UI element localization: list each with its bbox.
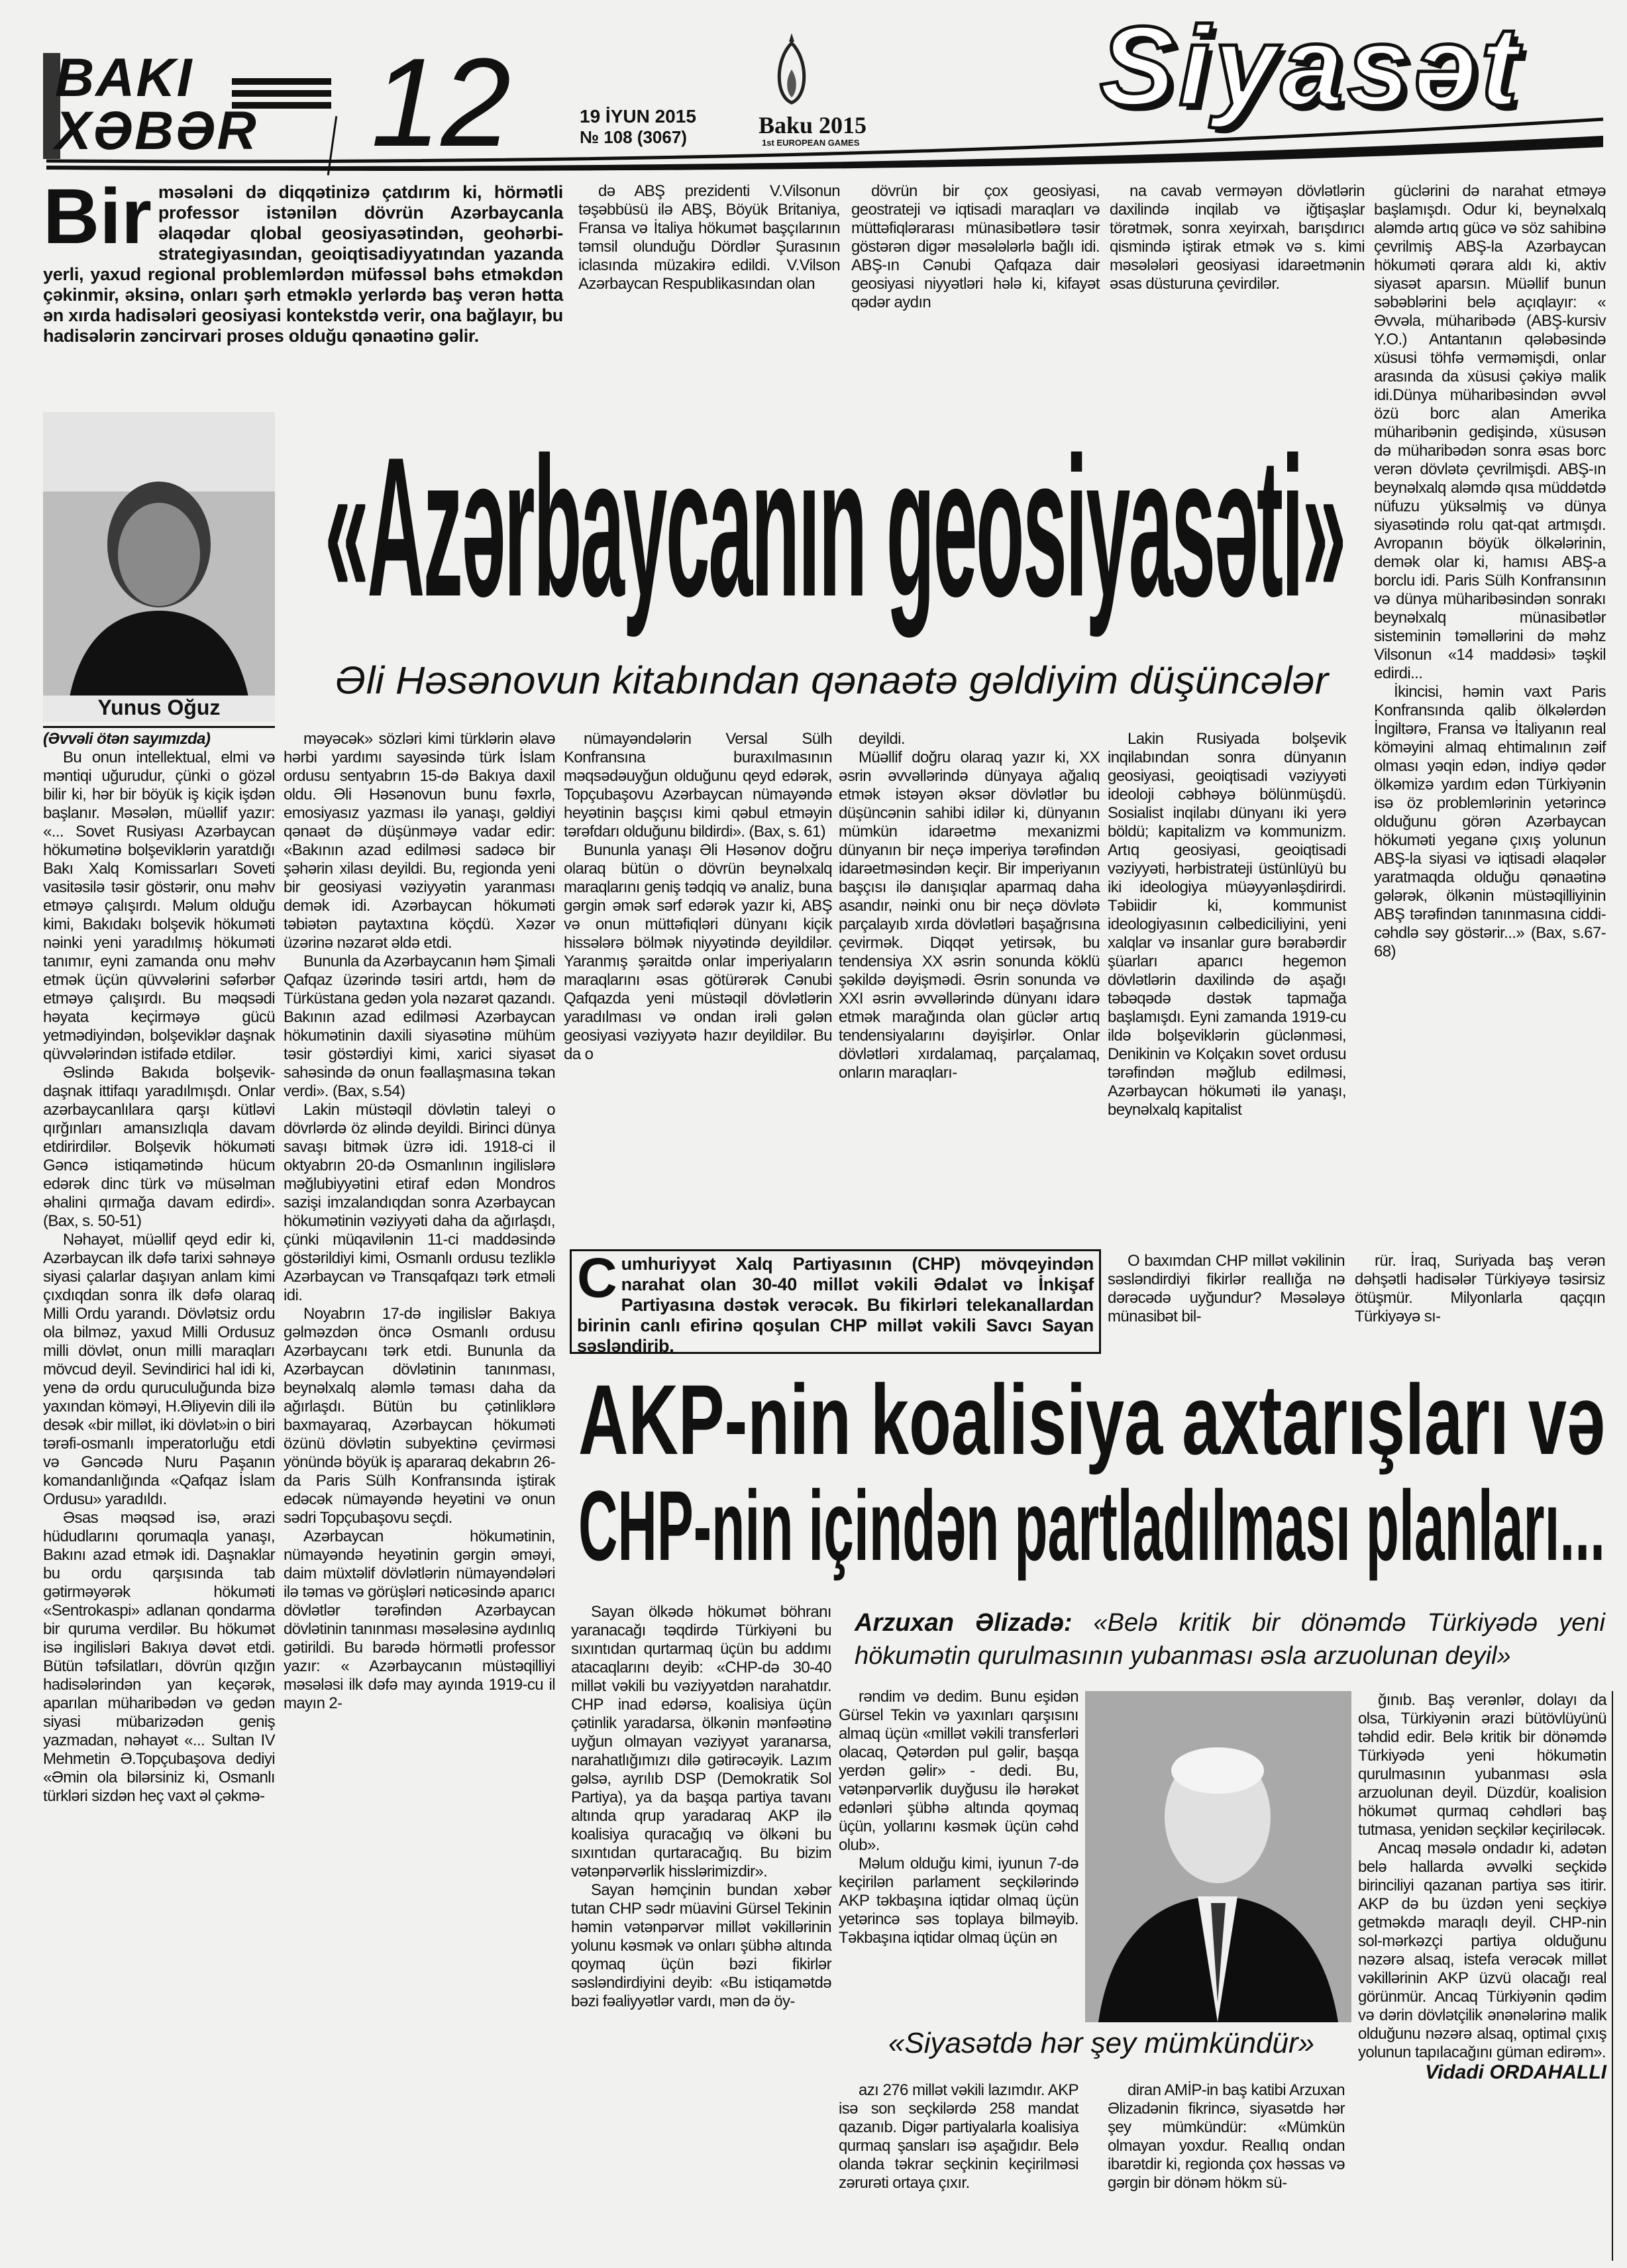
paragraph: Məlum olduğu kimi, iyunun 7-də keçirilən parlament seçkilərində AKP təkbaşına iqtidar olmaq üçün yetərincə səs toplaya bilməyib. Təkbaşına iqtidar olmaq üçün ən: [839, 1855, 1078, 1947]
paragraph: Azərbaycan hökumətinin, nümayəndə heyətinin gərgin əməyi, daim müxtəlif dövlətlərin nümayəndələri ilə təmas və görüşləri nəticəsində aparıcı dövlətlər tərəfindən Azərbaycan dövlətinin tanınması məsələsinə aydınlıq gətirildi. Bu barədə hörmətli professor yazır: « Azərbaycanın müstəqilliyi məsələsi ilk dəfə may ayında 1919-cu il mayın 2-: [284, 1527, 555, 1712]
paragraph: na cavab verməyən dövlətlərin daxilində inqilab və iğtişaşlar törətmək, sonra xeyirxah, barışdırıcı qismində iştirak etmək və s. kimi məsələləri geosiyasi idarəetmənin əsas düsturuna çevirdilər.: [1110, 182, 1365, 293]
paragraph: Ancaq məsələ ondadır ki, adətən belə hallarda əvvəlki seçkidə birinciliyi qazanan partiya səs itirir. AKP də bu üzdən yeni seçkiyə getməkdə maraqlı deyil. CHP-nin sol-mərkəzçi partiya olduğunu nəzərə alsaq, istefa verəcək millət vəkillərinin AKP üzvü olacağı real görünmür. Ancaq Türkiyənin qədim və dərin dövlətçilik ənənələrinə malik olduğunu nəzərə alsaq, optimal çıxış yolunun tapılacağını güman edirəm».: [1358, 1839, 1606, 2061]
top-column-2: [578, 182, 840, 293]
section-title: Siyasət: [1100, 3, 1522, 129]
page-number: 12: [371, 32, 511, 173]
paragraph: Əsas məqsəd isə, ərazi hüdudlarını qorumaqla yanaşı, Bakını azad etmək idi. Daşnaklar bu ordu qarşısında tab gətirməyərək hökuməti «Sentrokaspi» adlanan qondarma bir quruma verdilər. Bu hökumət isə ingilisləri Bakıya dəvət etdi. Bütün təfsilatları, dövrün qızğın hadisələrindən yan keçərək, aparılan müharibədən və gedən siyasi mübarizədən geniş yazmadan, nəhayət «... Sultan IV Mehmetin Ə.Topçubaşova dediyi «Əmin ola bilərsiniz ki, Osmanlı türkləri sizdən heç vaxt əl çəkmə-: [43, 1509, 275, 1805]
paragraph: Lakin müstəqil dövlətin taleyi o dövrlərdə öz əlində deyildi. Birinci dünya savaşı bitmək üzrə idi. 1918-ci il oktyabrın 20-də Osmanlının ingilislərə məğlubiyyətini etiraf edən Mondros sazişi imzalandıqdan sonra Azərbaycan hökumətinin vəziyyəti daha da ağırlaşdı, çünki müqavilənin 11-ci maddəsində göstərildiyi kimi, Osmanlı ordusu tezliklə Azərbaycan və Transqafqazı tərk etməli idi.: [284, 1101, 555, 1304]
paragraph: Bununla da Azərbaycanın həm Şimali Qafqaz üzərində təsiri artdı, həm də Türküstana gedən yola nəzarət qazandı. Bakının azad edilməsi Azərbaycan hökumətinin daxili siyasətinə mühüm təsir göstərdiyi kimi, xarici siyasət sahəsində də onun fəallaşmasına təkan verdi». (Bax, s.54): [284, 953, 555, 1100]
paragraph: Lakin Rusiyada bolşevik inqilabından sonra dünyanın geosiyasi, geoiqtisadi vəziyyəti ideoloji cəbhəyə bölünmüşdü. Sosialist inqilabı dünyanı iki yerə böldü; kapitalizm və kommunizm. Artıq geosiyasi, geoiqtisadi vəziyyəti, hərbistrateji üstünlüyü bu iki ideologiya müəyyənləşdirirdi. Təbiidir ki, kommunist ideologiyasının cəlbediciliyini, yeni xalqlar və insanlar gurə bərabərdir şüarları aparıcı hegemon dövlətlərin daxilində də aşağı təbəqədə dəstək tapmağa başlamışdı. Eyni zamanda 1919-cu ildə bolşeviklərin güclənməsi, Denikinin və Kolçakın sovet ordusu tərəfindən məğlub edilməsi, Azərbaycan hökuməti ilə yanaşı, beynəlxalq kapitalist: [1108, 730, 1346, 1119]
paragraph: Sayan həmçinin bundan xəbər tutan CHP sədr müavini Gürsel Tekinin həmin vətənpərvər millət vəkillərinin yolunu kəsmək və onları şübhə altında qoymaq üçün bəzi fikirlər səsləndirdiyini deyib: «Bu istiqamətdə bəzi fəaliyyətlər vardı, mən də öy-: [571, 1881, 831, 2010]
intro-paragraph: [43, 173, 563, 346]
continued-note: (Əvvəli ötən sayımızda): [43, 730, 211, 748]
paragraph: rəndim və dedim. Bunu eşidən Gürsel Tekin və yaxınları qarşısını almaq üçün «millət vəkili transferləri olacaq, Qətərdən pul gəlir, başqa yerdən gəlir» - dedi. Bu, vətənpərvərlik duyğusu ilə hərəkət edənləri şübhə altında qoymaq üçün, yollarını kəsmək üçün cəhd olub».: [839, 1688, 1078, 1854]
column-1-body: [43, 748, 275, 1806]
intro-drop-cap: Bir: [43, 173, 152, 260]
akp-column-e-body: [1358, 1691, 1606, 2062]
column-5: [1108, 730, 1346, 1119]
issue-date: 19 İYUN 2015: [580, 106, 696, 127]
paragraph: diran AMİP-in baş katibi Arzuxan Əlizadənin fikrincə, siyasətdə hər şey mümkündür: «Mümkün olmayan yoxdur. Reallıq ondan ibarətdir ki, regionda çox həssas və gərgin bir dönəm hökm sü-: [1108, 2081, 1345, 2192]
article-subtitle: Əli Həsənovun kitabından qənaətə gəldiyim düşüncələr: [335, 659, 1329, 702]
logo-line-2: XƏBƏR: [55, 101, 258, 161]
paragraph: Noyabrın 17-də ingilislər Bakıya gəlməzdən öncə Osmanlı ordusu Azərbaycanı tərk etdi. Bununla da Azərbaycan dövlətinin tanınması, beynəlxalq aləmlə təması daha da ağırlaşdı. Bütün bu çətinliklərə baxmayaraq, Azərbaycan hökuməti özünü dövlətin subyektinə çevirməsi yönündə böyük iş apararaq dekabrın 26-da Paris Sülh Konfransında iştirak edəcək nümayəndə heyətini və onun sədri Topçubaşovu seçdi.: [284, 1305, 555, 1527]
paragraph: Nəhayət, müəllif qeyd edir ki, Azərbaycan ilk dəfə tarixi səhnəyə siyasi çalarlar daşıyan anlam kimi çıxdıqdan sonra ilk dəfə olaraq Milli Ordu yarandı. Dövlətsiz ordu ola bilməz, yaxud Milli Ordusuz milli dövlət, onun milli maraqları mövcud deyil. Sevindirici hal idi ki, yenə də ordu quruculuğunda bizə yaxından köməyi, H.Əliyevin dili ilə desək «bir millət, iki dövlət»in o biri tərəfi-osmanlı imperatorluğu etdi və Gəncədə Nuru Paşanın komandanlığında «Qafqaz İslam Ordusu» yaradıldı.: [43, 1231, 275, 1508]
column-3: [564, 730, 832, 1064]
akp-column-c: [839, 2081, 1078, 2192]
article-headline: «Azərbaycanın geosiyasəti»: [325, 415, 1345, 638]
paragraph: O baxımdan CHP millət vəkilinin səsləndirdiyi fikirlər reallığa nə dərəcədə uyğundur? Məsələyə münasibət bil-: [1108, 1252, 1345, 1325]
headline2-line2-wrap: [578, 1470, 1605, 1581]
right-column: [1374, 182, 1606, 961]
byline: Vidadi ORDAHALLI: [1425, 2061, 1606, 2083]
lead-text: umhuriyyət Xalq Partiyasının (CHP) mövqeyindən narahat olan 30-40 millət vəkili Ədalət və İnkişaf Partiyasına dəstək verəcək. Bu fikirləri telekanallardan birinin canlı efirinə qoşulan CHP millət vəkili Savcı Sayan səsləndirib.: [577, 1254, 1094, 1356]
akp-column-d: [1108, 2081, 1345, 2192]
akp-column-a: [571, 1603, 831, 2011]
column-1: [43, 730, 275, 1806]
paragraph: ğınıb. Baş verənlər, dolayı da olsa, Türkiyənin ərazi bütövlüyünü təhdid edir. Belə kritik bir dönəmdə Türkiyədə yeni hökumətin qurulmasının yubanması əsla arzuolunan deyil. Düzdür, koalision hökumət qurmaq cəhdləri baş tutmasa, yenidən seçkilər keçiriləcək.: [1358, 1691, 1606, 1839]
author-photo: [43, 412, 275, 697]
lead-box: [570, 1249, 1101, 1354]
paragraph: azı 276 millət vəkili lazımdır. AKP isə son seçkilərdə 258 mandat qazanıb. Digər partiyalarla koalisiya qurmaq şansları isə aşağıdır. Belə olanda təkrar seçkinin keçirilməsi zərurəti ortaya çıxır.: [839, 2081, 1078, 2192]
arzuxan-photo: [1085, 1691, 1351, 2022]
paragraph: məyəcək» sözləri kimi türklərin əlavə hərbi yardımı sayəsində türk İslam ordusu sentyabrın 15-də Bakıya daxil oldu. Əli Həsənovun bunu fəxrlə, emosiyasız yazması ilə yanaşı, gəldiyi qənaət də düşünməyə vadar edir: «Bakının azad edilməsi sadəcə bir şəhərin xilası deyildi. Bu, regionda yeni bir geosiyasi vəziyyətin yaranması demək idi. Azərbaycan hökuməti təbiətən paytaxtına köçdü. Xəzər üzərinə nəzarət əldə etdi.: [284, 730, 555, 952]
photo-caption: Yunus Oğuz: [43, 696, 275, 722]
headline2-line1-wrap: [578, 1364, 1605, 1475]
pull-quote: «Siyasətdə hər şey mümkündür»: [888, 2027, 1315, 2059]
issue-number: № 108 (3067): [580, 127, 687, 147]
paragraph: Bu onun intellektual, elmi və məntiqi uğurudur, çünki o gözəl bilir ki, hər bir böyük iş kiçik işdən başlanır. Məsələn, müəllif yazır: «... Sovet Rusiyası Azərbaycan hökumətinə bolşeviklərin yaratdığı Bakı Xalq Komissarları Soveti vasitəsilə təsir göstərir, onu məhv etməyə çalışırdı. Məlum olduğu kimi, Bakıdakı bolşevik hökuməti nəinki yeni yaradılmış hökuməti tanımır, eyni zamanda onu məhv etmək üçün qüvvələrini səfərbər etməyə çalışırdı. Bu məqsədi həyata keçirməyə gücü yetmədiyindən, bolşeviklər daşnak qüvvələrindən istifadə etdilər.: [43, 748, 275, 1063]
lead-text-block: [577, 1247, 1094, 1357]
paragraph: nümayəndələrin Versal Sülh Konfransına buraxılmasının məqsədəuyğun olduğunu qeyd edərək, Topçubaşovu Azərbaycan nümayəndə heyətinin başçısı kimi qəbul etməyin tərəfdarı olduğunu bildirdi». (Bax, s. 61): [564, 730, 832, 841]
akp-column-e: [1358, 1691, 1606, 2082]
paragraph: Əslində Bakıda bolşevik-daşnak ittifaqı yaradılmışdı. Onlar azərbaycanlılara qarşı kütləvi qırğınları amansızlıqla davam etdirirdilər. Bolşevik hökuməti Gəncə istiqamətində hücum edərək dinc türk və müsəlman əhalini qırmağa davam edirdi». (Bax, s. 50-51): [43, 1064, 275, 1230]
portrait-image: [1085, 1691, 1351, 2022]
lead-drop-cap: C: [577, 1247, 617, 1309]
masthead-swoosh: [0, 99, 1627, 179]
quote-heading: [855, 1606, 1605, 1673]
headline2-line2: CHP-nin içindən partladılması planları...: [578, 1470, 1605, 1581]
paragraph: Bununla yanaşı Əli Həsənov doğru olaraq bütün o dövrün beynəlxalq maraqlarını geniş tədqiq və analiz, buna gərgin əmək sərf edərək yazır ki, ABŞ və onun müttəfiqləri dünyanı kiçik hissələrə bölmək niyyətində deyildilər. Yaranmış şəraitdə onlar imperiyaların maraqlarını əsas götürərək Cənubi Qafqazda yeni müstəqil dövlətlərin yaradılması və ondan irəli gələn geosiyasi vəziyyətə hazır deyildilər. Bu da o: [564, 841, 832, 1063]
quote-text: «Belə kritik bir dönəmdə Türkiyədə yeni hökumətin qurulmasının yubanması əsla arzuolunan deyil»: [855, 1609, 1605, 1670]
article-subtitle-wrap: [335, 659, 1328, 702]
column-4: [839, 730, 1100, 1082]
paragraph: dövrün bir çox geosiyasi, geostrateji və iqtisadi maraqları və müttəfiqlərarası münasibətlərə təsir göstərən digər məsələlərlə bağlı idi. ABŞ-ın Cənubi Qafqaza dair geosiyasi niyyətləri hələ ki, kifayət qədər aydın: [851, 182, 1100, 311]
paragraph: rür. İraq, Suriyada baş verən dəhşətli hadisələr Türkiyəyə təsirsiz ötüşmür. Milyonlarla qaçqın Türkiyəyə sı-: [1355, 1252, 1605, 1325]
baku-2015-emblem-icon: [772, 30, 812, 106]
games-subtitle: 1st EUROPEAN GAMES: [762, 138, 860, 148]
beside-lead-column: [1108, 1252, 1345, 1326]
paragraph: Müəllif doğru olaraq yazır ki, XX əsrin əvvəllərində dünyaya ağalıq etmək istəyən əksər dövlətlər bu düşüncənin sahibi idilər ki, dünyanın mümkün idarəetmə mexanizmi dünyanın bir neçə imperiya tərəfindən idarəetməsindən keçir. Bir imperiyanın başçısı ilə danışıqlar aparmaq daha asandır, nəinki onu bir neçə dövlətə parçalayıb xırda dövlətləri başağrısına çevirmək. Diqqət yetirsək, bu tendensiya XX əsrin sonunda köklü şəkildə dəyişmədi. Əsrin sonunda və XXI əsrin əvvəllərində dünyanı idarə etmək marağında olan güclər artıq tendensiyalarını dəyişirlər. Onlar dövlətləri xırdalamaq, parçalamaq, onların maraqları-: [839, 748, 1100, 1082]
top-column-3: [851, 182, 1100, 312]
paragraph: deyildi.: [859, 730, 905, 748]
top-column-4: [1110, 182, 1365, 293]
intro-text: məsələni də diqqətinizə çatdırım ki, hörmətli professor istənilən dövrün Azərbaycanla əlaqədar qlobal geosiyasətindən, geohərbi-strategiyasından, geoiqtisadiyyatından yazanda yerli, yaxud regional problemlərdən müfəssəl bəhs etməkdən çəkinmir, əksinə, onları şərh etməklə yerlərdə baş verən hətta ən xırda hadisələri geosiyasi kontekstdə verir, ona bağlayır, bu hadisələrin zəncirvari proses olduğu qənaətinə gəlir.: [43, 182, 563, 346]
column-2: [284, 730, 555, 1713]
headline2-line1: AKP-nin koalisiya axtarışları və: [578, 1364, 1605, 1475]
paragraph: güclərini də narahat etməyə başlamışdı. Odur ki, beynəlxalq aləmdə artıq gücə və söz sahibinə çevrilmiş ABŞ-la Azərbaycan hökuməti qərara aldı ki, aktiv siyasət aparsın. Müəllif bunun səbəblərini belə açıqlayır: « Əvvəla, müharibədə (ABŞ-kursiv Y.O.) Antantanın qələbəsində xüsusi töhfə verməmişdi, onlar arasında da xüsusi çəkiyə malik idi.Dünya müharibəsindən əvvəl özü borc alan Amerika müharibənin gedişində, xüsusən də müharibədən sonra əsas borc verən dövlətə çevrilmişdi. ABŞ-ın beynəlxalq aləmdə qısa müddətdə nüfuzu yüksəlmiş və dünya siyasətində rolu qat-qat artmışdı. Avropanın böyük ölkələrinin, demək olar ki, hamısı ABŞ-a borclu idi. Paris Sülh Konfransının və dünya müharibəsindən sonrakı beynəlxalq münasibətlər sisteminin təməllərini də məhz Vilsonun «14 maddəsi» təşkil edirdi...: [1374, 182, 1606, 682]
right-lead-column: [1355, 1252, 1605, 1326]
portrait-image: [43, 412, 275, 697]
quote-author: Arzuxan Əlizadə:: [855, 1609, 1073, 1637]
article-headline-wrap: [325, 397, 1345, 656]
paragraph: Sayan ölkədə hökumət böhranı yaranacağı təqdirdə Türkiyəni bu sıxıntıdan qurtarmaq üçün bu addımı atacaqlarını deyib: «CHP-də 30-40 millət vəkili bu vəziyyətdən narahatdır. CHP inad edərsə, koalisiya üçün çətinlik yaradarsa, ölkənin mənfəətinə uyğun olmayan vəziyyət yaranarsa, narahatlığımızı dilə gətirəcəyik. Lazım gəlsə, ayrılıb DSP (Demokratik Sol Partiya), ya da başqa partiya tavanı altında qrup yaradaraq AKP ilə koalisiya quracağıq və ölkəni bu sıxıntıdan qurtaracağıq. Bu bizim vətənpərvərlik hisslərimizdir».: [571, 1603, 831, 1881]
akp-column-b: [839, 1688, 1078, 1947]
paragraph: İkincisi, həmin vaxt Paris Konfransında qalib ölkələrdən İngiltərə, Fransa və İtaliyanın real köməyini almaq ehtimalının zəif olması yəqin edən, indiyə qədər ölkəmizə yardım edən Türkiyənin isə öz problemlərinin yetərincə olduğunu görən Azərbaycan hökuməti yeganə çıxış yolunun ABŞ-la siyasi və iqtisadi əlaqələr yaratmaqda olduğu qənaətinə gələrək, ölkənin müstəqilliyinin ABŞ tərəfindən tanınmasına ciddi-cəhdlə səy göstərir...» (Bax, s.67-68): [1374, 683, 1606, 960]
paragraph: də ABŞ prezidenti V.Vilsonun təşəbbüsü ilə ABŞ, Böyük Britaniya, Fransa və İtaliya hökumət başçılarının təmsil olunduğu Dördlər Şurasının iclasında müzakirə edildi. V.Vilson Azərbaycan Respublikasından olan: [578, 182, 840, 293]
logo-line-1: BAKI: [55, 48, 193, 108]
games-title: Baku 2015: [759, 112, 867, 138]
